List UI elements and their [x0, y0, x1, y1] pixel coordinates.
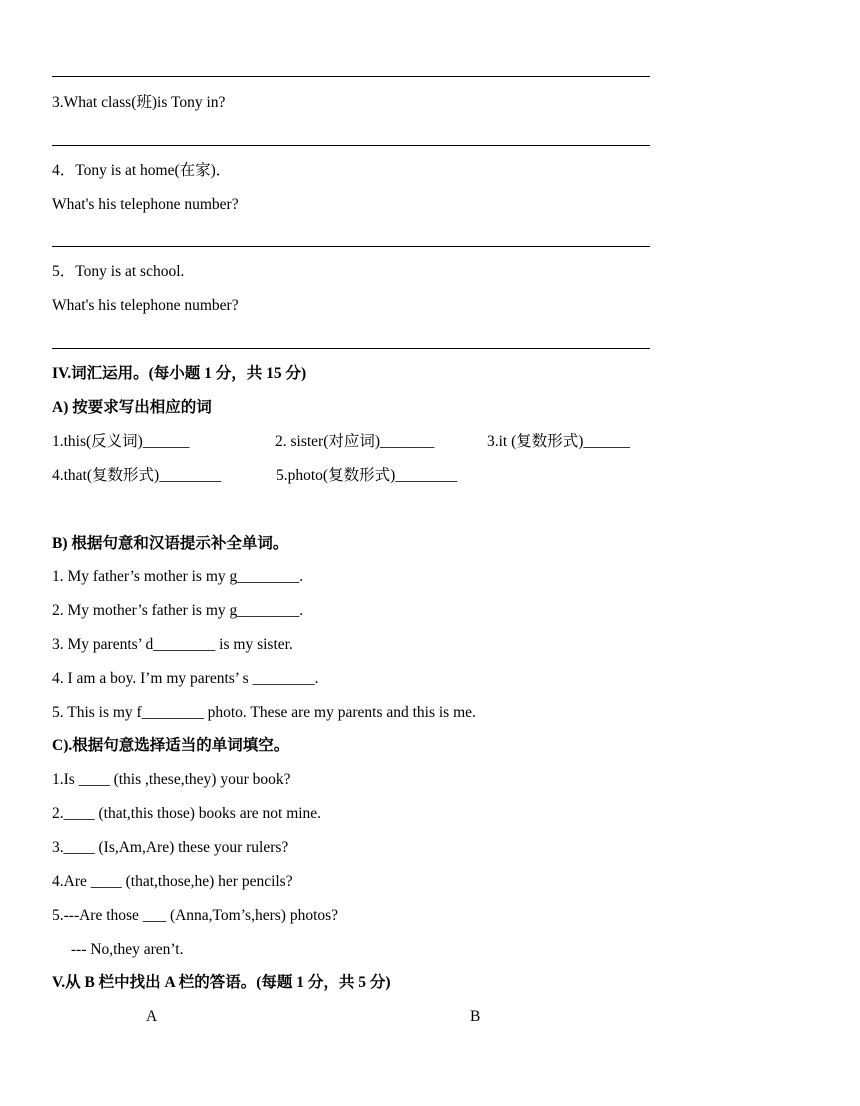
section-4-title: IV.词汇运用。(每小题 1 分，共 15 分) — [52, 365, 307, 382]
vocab-a-item-3: 3.it (复数形式)______ — [487, 433, 630, 450]
column-b-header: B — [470, 1008, 481, 1025]
section-4b-title: B) 根据句意和汉语提示补全单词。 — [52, 535, 289, 552]
vocab-b-item-1: 1. My father’s mother is my g________. — [52, 568, 304, 585]
vocab-c-item-3: 3.____ (Is,Am,Are) these your rulers? — [52, 839, 289, 856]
answer-line-4 — [52, 246, 650, 247]
vocab-c-item-4: 4.Are ____ (that,those,he) her pencils? — [52, 873, 293, 890]
vocab-b-item-3: 3. My parents’ d________ is my sister. — [52, 636, 293, 653]
question-5-ask: What's his telephone number? — [52, 297, 239, 314]
question-5-stem: 5．Tony is at school. — [52, 263, 185, 280]
vocab-b-item-2: 2. My mother’s father is my g________. — [52, 602, 304, 619]
vocab-c-item-1: 1.Is ____ (this ,these,they) your book? — [52, 771, 291, 788]
vocab-a-item-4: 4.that(复数形式)________ — [52, 467, 222, 484]
vocab-c-item-2: 2.____ (that,this those) books are not mine. — [52, 805, 322, 822]
section-5-title: V.从 B 栏中找出 A 栏的答语。(每题 1 分，共 5 分) — [52, 974, 391, 991]
section-4c-title: C).根据句意选择适当的单词填空。 — [52, 737, 290, 754]
vocab-c-item-5-reply: --- No,they aren’t. — [71, 941, 184, 958]
answer-line-2 — [52, 76, 650, 77]
section-4a-title: A) 按要求写出相应的词 — [52, 399, 212, 416]
vocab-a-item-1: 1.this(反义词)______ — [52, 433, 190, 450]
question-4-stem: 4．Tony is at home(在家)． — [52, 162, 232, 179]
vocab-c-item-5: 5.---Are those ___ (Anna,Tom’s,hers) photos? — [52, 907, 339, 924]
question-4-ask: What's his telephone number? — [52, 196, 239, 213]
vocab-a-item-2: 2. sister(对应词)_______ — [275, 433, 435, 450]
column-a-header: A — [146, 1008, 158, 1025]
vocab-b-item-5: 5. This is my f________ photo. These are my parents and this is me. — [52, 704, 476, 721]
question-3: 3.What class(班)is Tony in? — [52, 94, 226, 111]
vocab-b-item-4: 4. I am a boy. I’m my parents’ s ________. — [52, 670, 319, 687]
answer-line-5 — [52, 348, 650, 349]
answer-line-3 — [52, 145, 650, 146]
vocab-a-item-5: 5.photo(复数形式)________ — [276, 467, 458, 484]
